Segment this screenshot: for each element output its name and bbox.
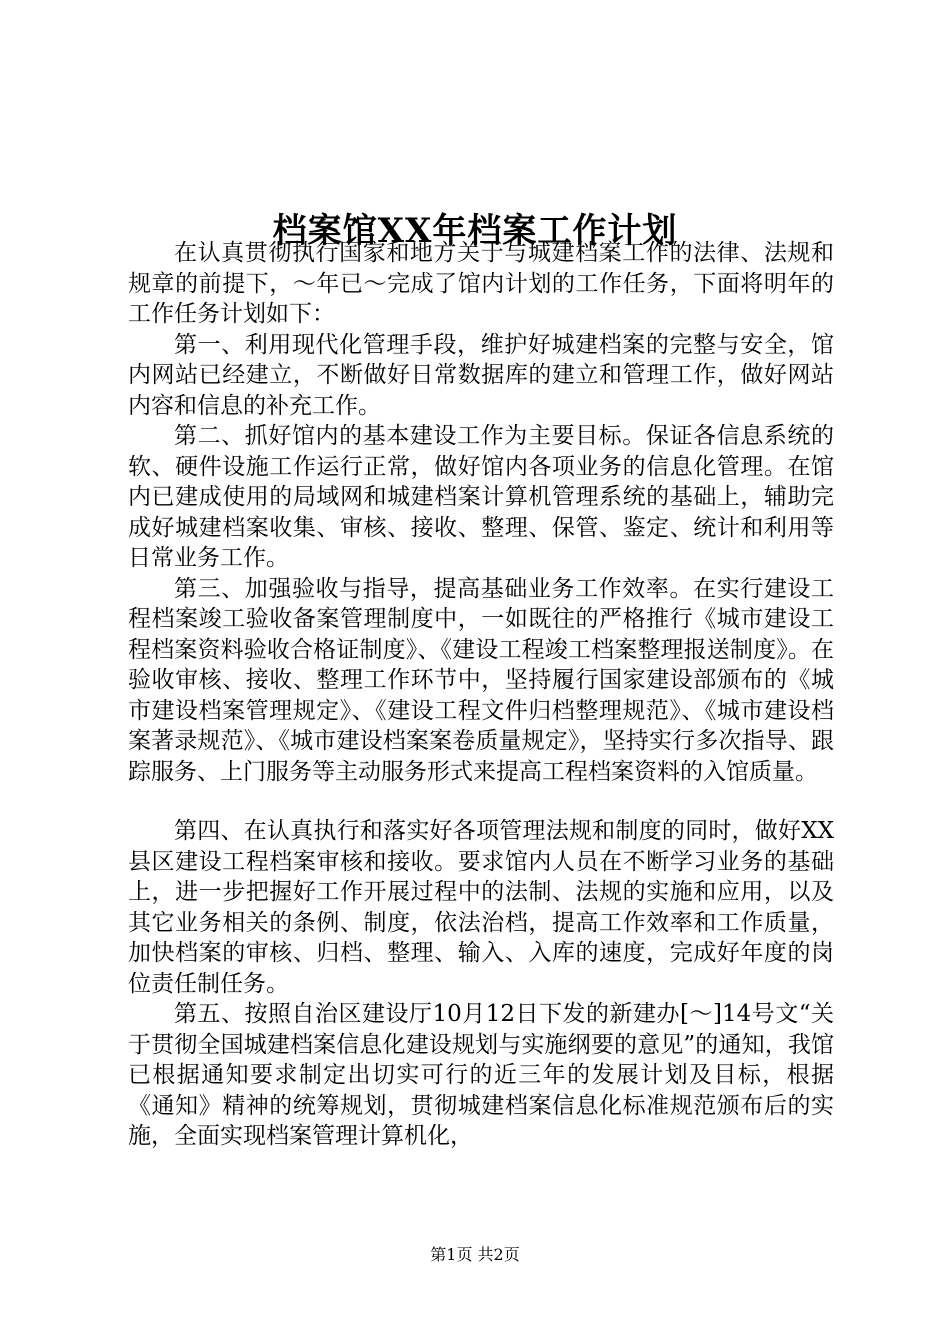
- paragraph-item-2: 第二、抓好馆内的基本建设工作为主要目标。保证各信息系统的软、硬件设施工作运行正常，做好馆内各项业务的信息化管理。在馆内已建成使用的局域网和城建档案计算机管理系统的基础上，辅助完成好城建档案收集、审核、接收、整理、保管、鉴定、统计和利用等日常业务工作。: [128, 423, 834, 571]
- document-body: [128, 238, 834, 1152]
- page-title: 档案馆XX年档案工作计划: [272, 210, 678, 251]
- paragraph-item-5: 第五、按照自治区建设厅10月12日下发的新建办[～]14号文“关于贯彻全国城建档案信息化建设规划与实施纲要的意见”的通知，我馆已根据通知要求制定出切实可行的近三年的发展计划及目标，根据《通知》精神的统筹规划，贯彻城建档案信息化标准规范颁布后的实施，全面实现档案管理计算机化，: [128, 1001, 834, 1149]
- paragraph-item-3: 第三、加强验收与指导，提高基础业务工作效率。在实行建设工程档案竣工验收备案管理制度中，一如既往的严格推行《城市建设工程档案资料验收合格证制度》、《建设工程竣工档案整理报送制度》。在验收审核、接收、整理工作环节中，坚持履行国家建设部颁布的《城市建设档案管理规定》、《建设工程文件归档整理规范》、《城市建设档案著录规范》、《城市建设档案案卷质量规定》，坚持实行多次指导、跟踪服务、上门服务等主动服务形式来提高工程档案资料的入馆质量。: [128, 575, 834, 785]
- page-number-footer: 第1页 共2页: [430, 1245, 520, 1264]
- paragraph-intro: 在认真贯彻执行国家和地方关于与城建档案工作的法律、法规和规章的前提下，～年已～完成了馆内计划的工作任务，下面将明年的工作任务计划如下：: [128, 240, 834, 327]
- paragraph-item-4: 第四、在认真执行和落实好各项管理法规和制度的同时，做好XX县区建设工程档案审核和接收。要求馆内人员在不断学习业务的基础上，进一步把握好工作开展过程中的法制、法规的实施和应用，以及其它业务相关的条例、制度，依法治档，提高工作效率和工作质量，加快档案的审核、归档、整理、输入、入库的速度，完成好年度的岗位责任制任务。: [128, 818, 834, 997]
- paragraph-item-1: 第一、利用现代化管理手段，维护好城建档案的完整与安全，馆内网站已经建立，不断做好日常数据库的建立和管理工作，做好网站内容和信息的补充工作。: [128, 331, 834, 419]
